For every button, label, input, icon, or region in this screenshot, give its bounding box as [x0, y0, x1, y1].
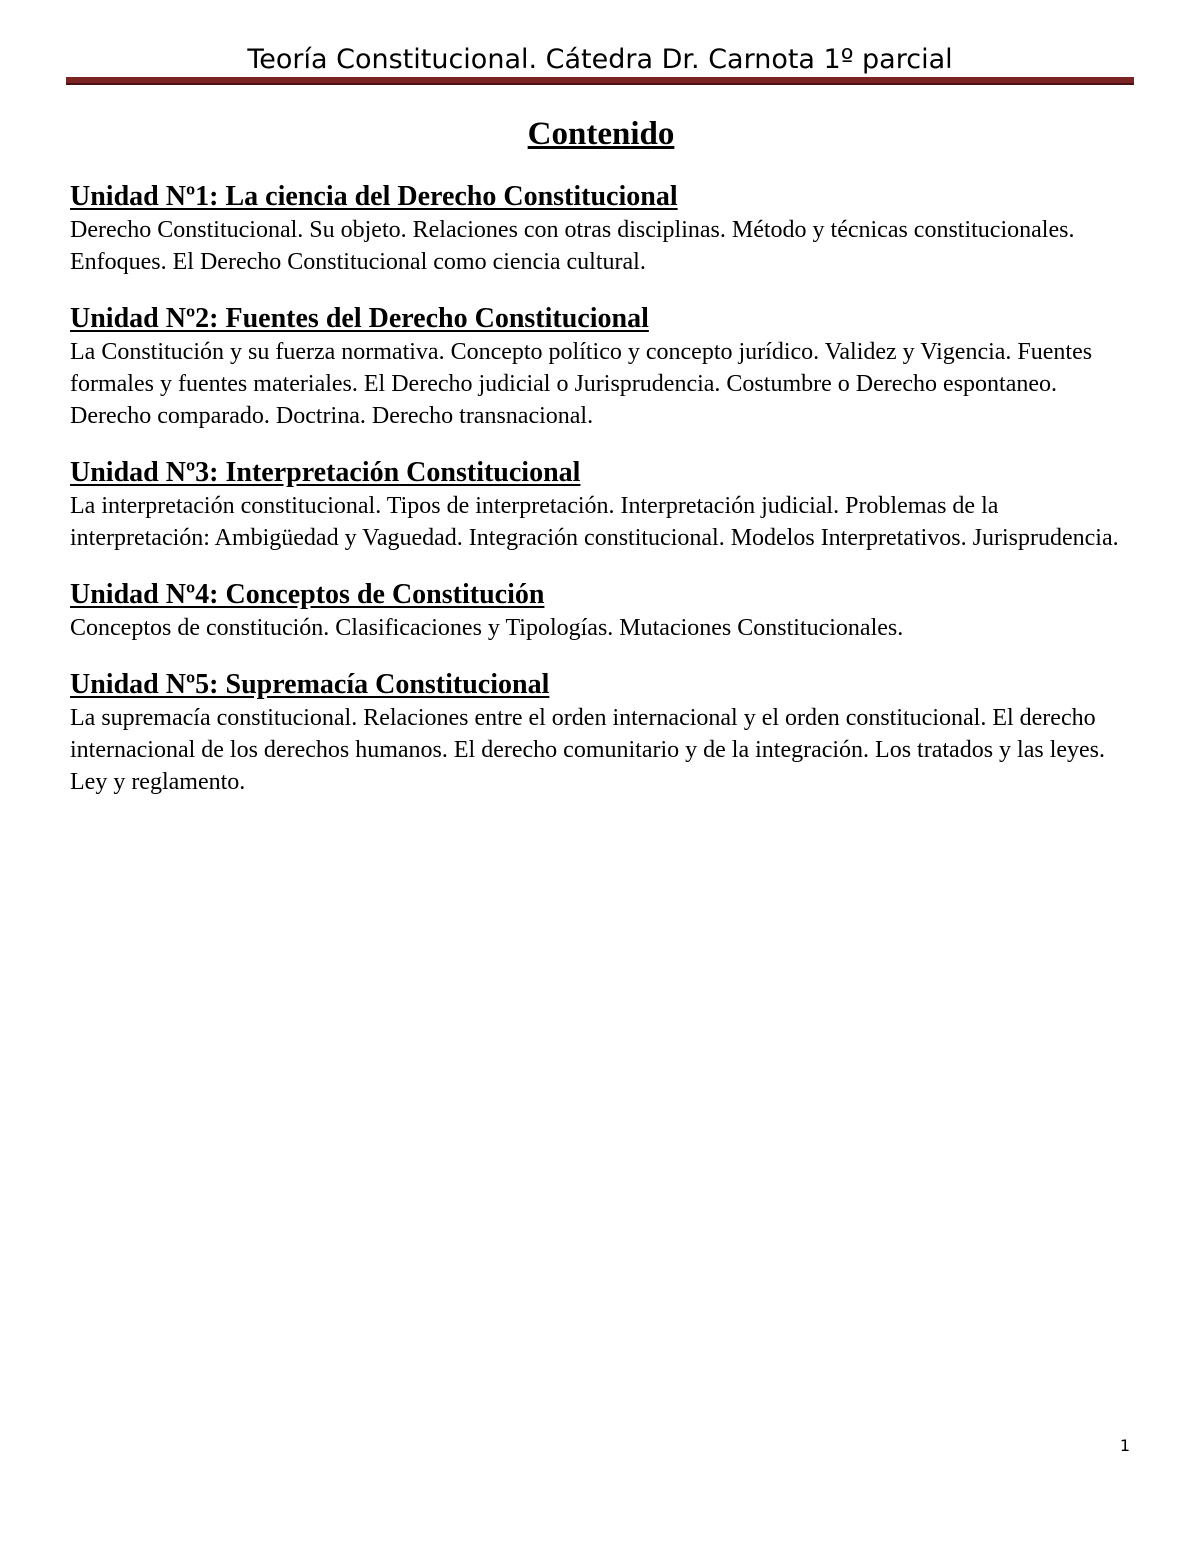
document-title: Contenido: [527, 116, 675, 152]
unit-section-4: [70, 578, 1132, 644]
header-rule: [66, 77, 1134, 85]
unit-heading: Unidad Nº5: Supremacía Constitucional: [70, 669, 550, 700]
unit-section-3: [70, 456, 1132, 554]
unit-description: La Constitución y su fuerza normativa. Concepto político y concepto jurídico. Validez y Vigencia. Fuentes formales y fuentes materiales. El Derecho judicial o Jurisprudencia. Costumbre o Derecho espontaneo. Derecho comparado. Doctrina. Derecho transnacional.: [70, 339, 1093, 429]
unit-section-2: [70, 302, 1132, 432]
unit-heading: Unidad Nº1: La ciencia del Derecho Constitucional: [70, 181, 678, 212]
running-header: Teoría Constitucional. Cátedra Dr. Carnota 1º parcial: [247, 44, 953, 75]
unit-section-1: [70, 180, 1132, 278]
unit-heading: Unidad Nº4: Conceptos de Constitución: [70, 579, 545, 610]
document-body: [70, 112, 1132, 822]
unit-description: Conceptos de constitución. Clasificaciones y Tipologías. Mutaciones Constitucionales.: [70, 615, 904, 641]
unit-description: La supremacía constitucional. Relaciones entre el orden internacional y el orden constitucional. El derecho internacional de los derechos humanos. El derecho comunitario y de la integración. Los tratados y las leyes. Ley y reglamento.: [70, 705, 1105, 795]
unit-section-5: [70, 668, 1132, 798]
page-number: 1: [1119, 1436, 1130, 1455]
unit-heading: Unidad Nº3: Interpretación Constitucional: [70, 457, 581, 488]
unit-heading: Unidad Nº2: Fuentes del Derecho Constitucional: [70, 303, 649, 334]
unit-description: Derecho Constitucional. Su objeto. Relaciones con otras disciplinas. Método y técnicas constitucionales. Enfoques. El Derecho Constitucional como ciencia cultural.: [70, 217, 1075, 275]
unit-description: La interpretación constitucional. Tipos de interpretación. Interpretación judicial. Problemas de la interpretación: Ambigüedad y Vaguedad. Integración constitucional. Modelos Interpretativos. Jurisprudencia.: [70, 493, 1119, 551]
